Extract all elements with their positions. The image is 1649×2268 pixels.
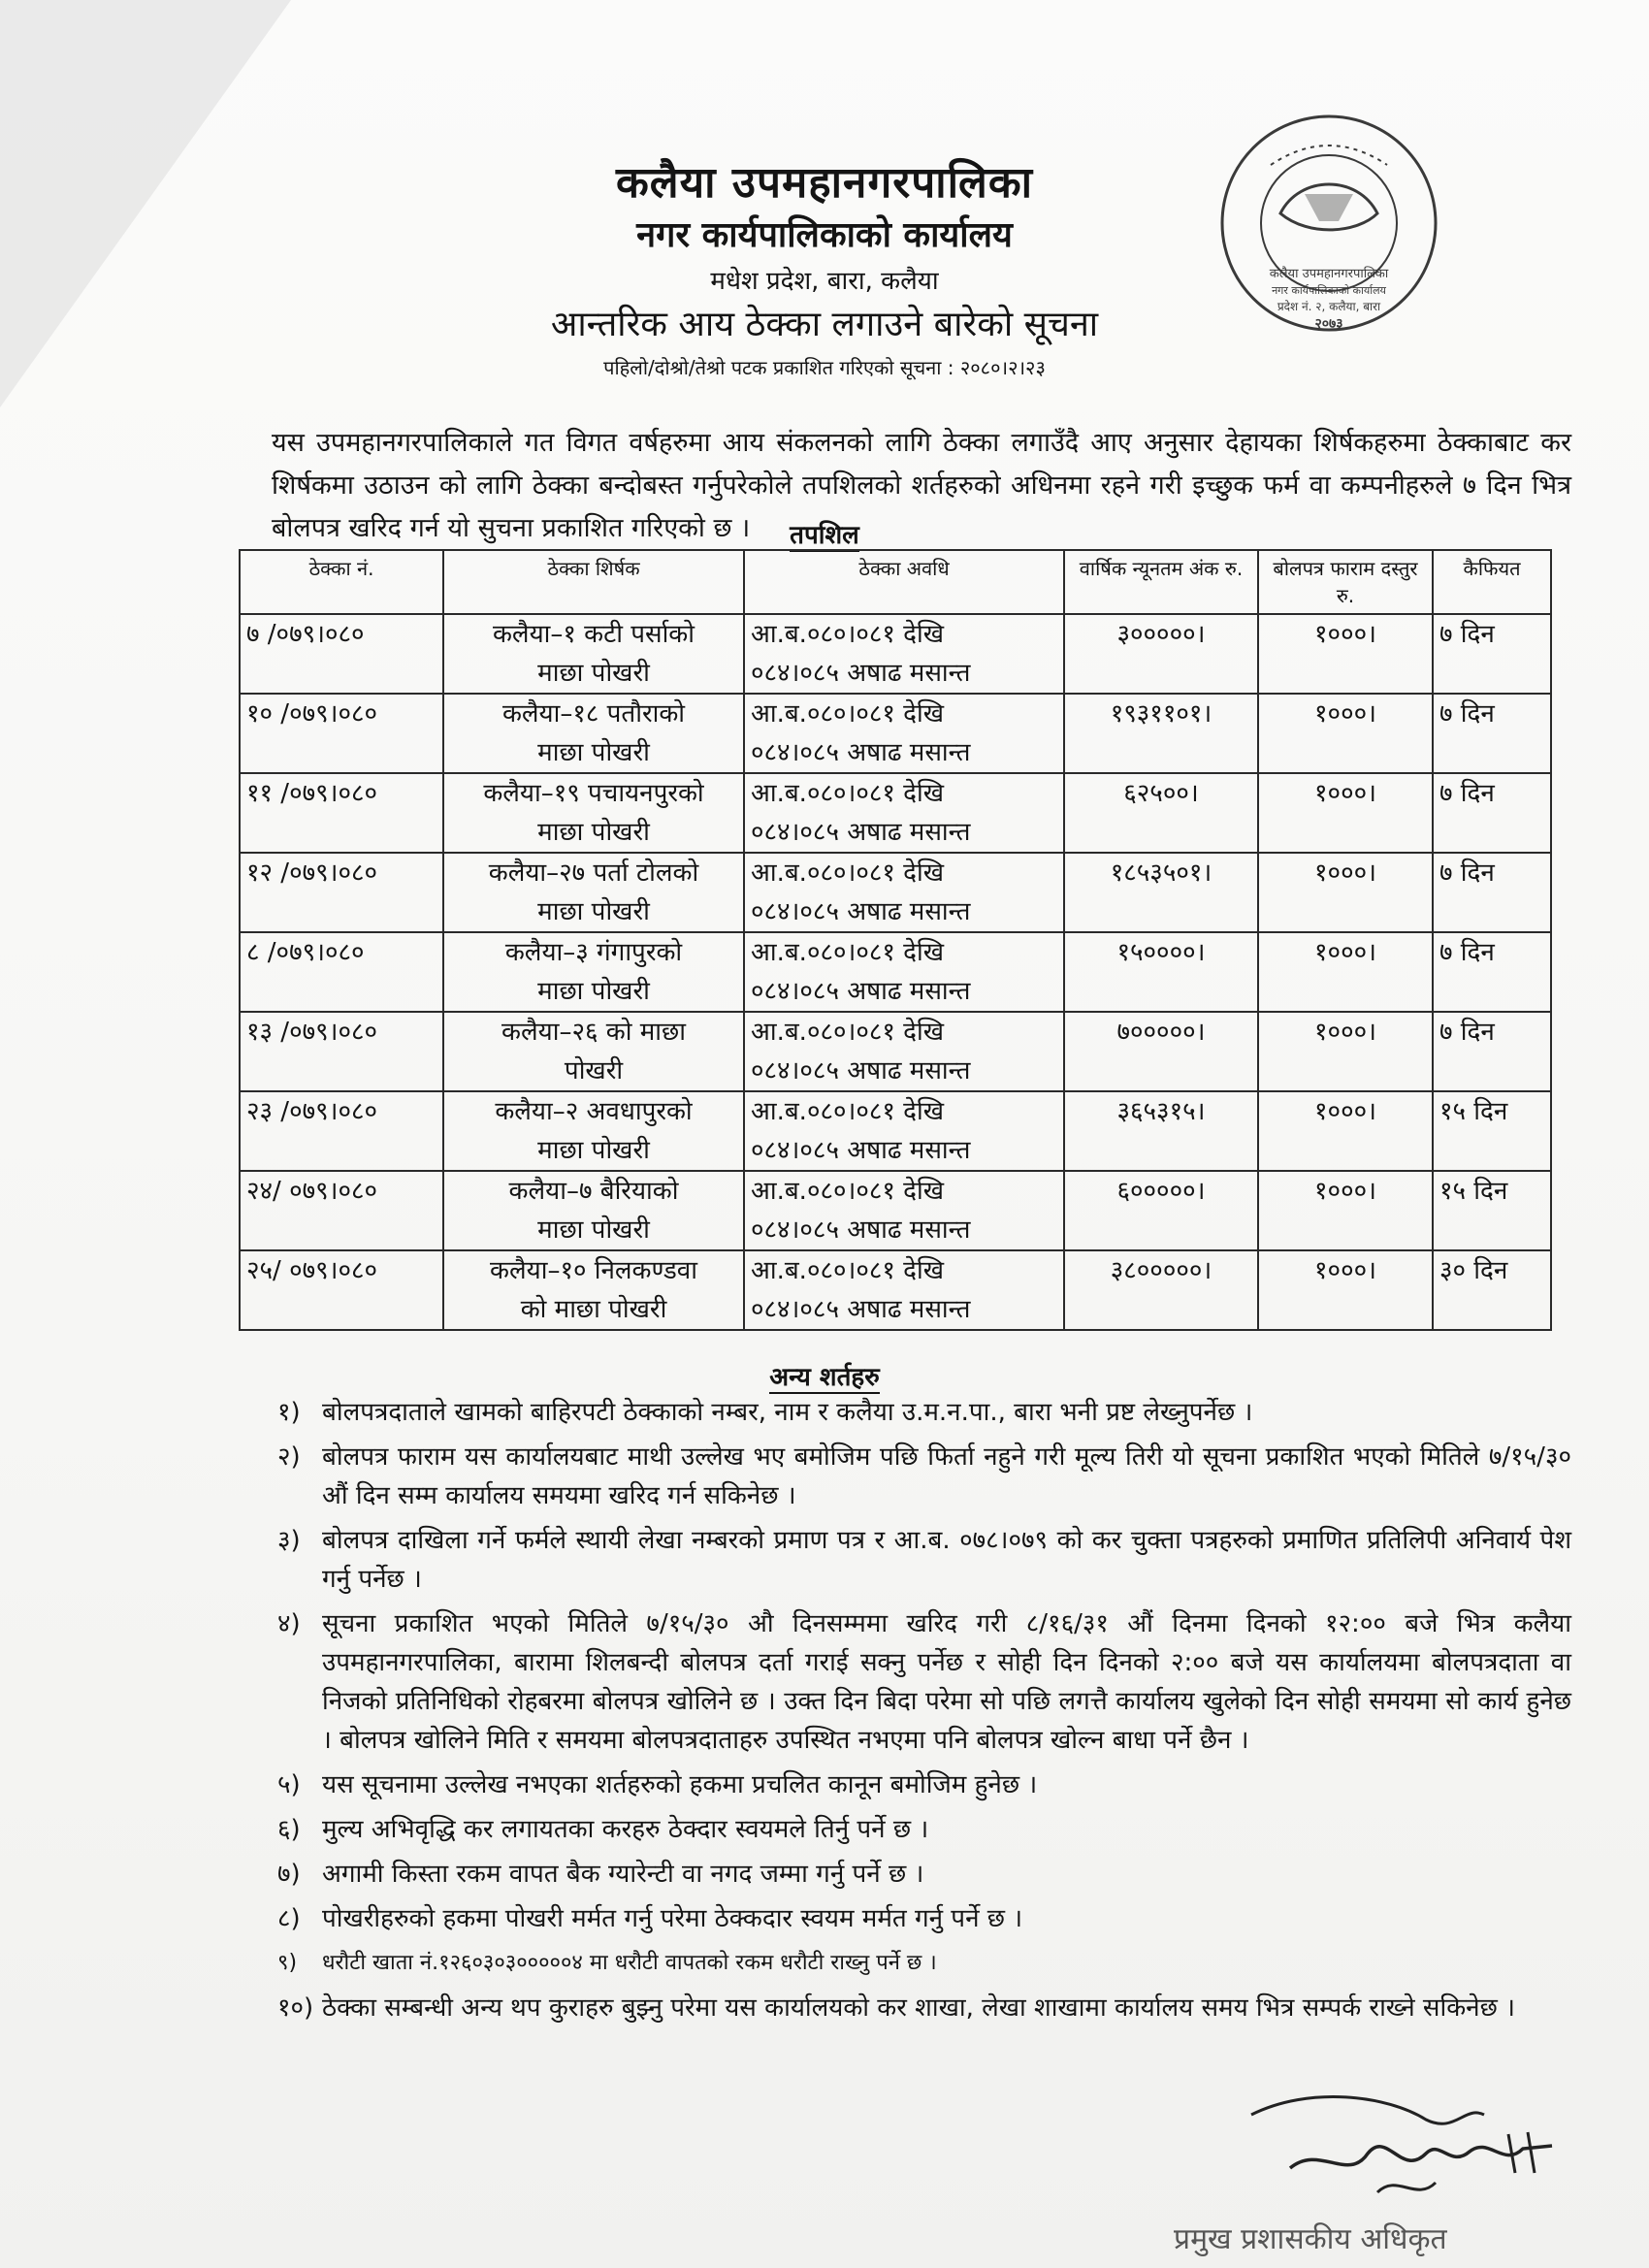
cell-form-fee: १०००। [1258, 853, 1433, 932]
cell-contract-no: १३ /०७९।०८० [240, 1012, 443, 1091]
cell-contract-no: ७ /०७९।०८० [240, 614, 443, 694]
table-row [240, 1091, 1551, 1171]
terms-list [277, 1393, 1571, 2033]
period-line-1: आ.ब.०८०।०८१ देखि [751, 1018, 944, 1047]
cell-min-amount: ३८०००००। [1064, 1250, 1258, 1330]
signatory-title: प्रमुख प्रशासकीय अधिकृत [1174, 2222, 1447, 2256]
term-text: ठेक्का सम्बन्धी अन्य थप कुराहरु बुझ्नु परेमा यस कार्यालयको कर शाखा, लेखा शाखामा कार्यालय समय भित्र सम्पर्क राख्ने सकिनेछ । [322, 1993, 1515, 2023]
cell-contract-no: २४/ ०७९।०८० [240, 1171, 443, 1250]
table-header-row [240, 550, 1551, 614]
cell-form-fee: १०००। [1258, 932, 1433, 1012]
cell-contract-no: १२ /०७९।०८० [240, 853, 443, 932]
cell-form-fee: १०००। [1258, 1091, 1433, 1171]
term-number: २) [277, 1442, 301, 1472]
cell-remarks: ३० दिन [1433, 1250, 1551, 1330]
term-text: मुल्य अभिवृद्धि कर लगायतका करहरु ठेक्दार स्वयमले तिर्नु पर्ने छ । [322, 1815, 929, 1844]
term-text: बोलपत्रदाताले खामको बाहिरपटी ठेक्काको नम्बर, नाम र कलैया उ.म.न.पा., बारा भनी प्रष्ट लेख्नुपर्नेछ । [322, 1398, 1253, 1427]
period-line-2: ०८४।०८५ अषाढ मसान्त [751, 1215, 971, 1245]
term-text: धरौटी खाता नं.१२६०३०३०००००४ मा धरौटी वापतको रकम धरौटी राख्नु पर्ने छ । [322, 1951, 937, 1975]
notice-header [0, 155, 1649, 382]
title-line-1: कलैया–२७ पर्ता टोलको [488, 859, 699, 888]
table-row [240, 614, 1551, 694]
terms-title [0, 1358, 1649, 1393]
title-line-1: कलैया–१८ पतौराको [501, 699, 686, 729]
cell-min-amount: ३६५३१५। [1064, 1091, 1258, 1171]
office-name: नगर कार्यपालिकाको कार्यालय [636, 215, 1013, 255]
title-line-1: कलैया–१९ पचायनपुरको [483, 779, 704, 808]
term-number: ५) [277, 1770, 301, 1799]
cell-contract-no: १० /०७९।०८० [240, 694, 443, 773]
period-line-1: आ.ब.०८०।०८१ देखि [751, 938, 944, 967]
term-item [277, 1855, 1571, 1894]
header-contract-period: ठेक्का अवधि [744, 550, 1064, 614]
seal-text-mid: नगर कार्यपालिकाको कार्यालय [1272, 284, 1386, 297]
cell-contract-period [744, 773, 1064, 853]
cell-contract-title [443, 1012, 744, 1091]
cell-min-amount: १९३११०१। [1064, 694, 1258, 773]
term-number: ९) [277, 1951, 298, 1975]
cell-contract-no: ११ /०७९।०८० [240, 773, 443, 853]
header-form-fee: बोलपत्र फाराम दस्तुर रु. [1258, 550, 1433, 614]
notice-title: आन्तरिक आय ठेक्का लगाउने बारेको सूचना [550, 305, 1099, 344]
table-row [240, 853, 1551, 932]
cell-contract-title [443, 1250, 744, 1330]
title-line-1: कलैया–७ बैरियाको [508, 1177, 679, 1206]
cell-remarks: ७ दिन [1433, 694, 1551, 773]
table-row [240, 1171, 1551, 1250]
cell-min-amount: ६०००००। [1064, 1171, 1258, 1250]
term-item [277, 1944, 1571, 1983]
term-number: ७) [277, 1860, 301, 1889]
term-number: ४) [277, 1609, 301, 1638]
period-line-2: ०८४।०८५ अषाढ मसान्त [751, 897, 971, 926]
header-min-amount: वार्षिक न्यूनतम अंक रु. [1064, 550, 1258, 614]
office-address: मधेश प्रदेश, बारा, कलैया [710, 267, 939, 296]
cell-min-amount: ६२५००। [1064, 773, 1258, 853]
period-line-1: आ.ब.०८०।०८१ देखि [751, 1177, 944, 1206]
seal-year: २०७३ [1314, 316, 1343, 332]
period-line-1: आ.ब.०८०।०८१ देखि [751, 779, 944, 808]
term-text: पोखरीहरुको हकमा पोखरी मर्मत गर्नु परेमा ठेक्कदार स्वयम मर्मत गर्नु पर्ने छ । [322, 1904, 1023, 1933]
cell-contract-no: २३ /०७९।०८० [240, 1091, 443, 1171]
contract-table [239, 549, 1552, 1331]
cell-contract-title [443, 932, 744, 1012]
term-number: ६) [277, 1815, 301, 1844]
period-line-2: ०८४।०८५ अषाढ मसान्त [751, 818, 971, 847]
title-line-1: कलैया–३ गंगापुरको [504, 938, 683, 967]
period-line-2: ०८४।०८५ अषाढ मसान्त [751, 659, 971, 688]
cell-contract-title [443, 1171, 744, 1250]
term-number: १) [277, 1398, 301, 1427]
cell-form-fee: १०००। [1258, 614, 1433, 694]
title-line-2: पोखरी [564, 1056, 624, 1085]
term-item [277, 1521, 1571, 1599]
term-item [277, 1604, 1571, 1760]
cell-min-amount: १८५३५०१। [1064, 853, 1258, 932]
cell-contract-period [744, 853, 1064, 932]
header-remarks: कैफियत [1433, 550, 1551, 614]
term-text: सूचना प्रकाशित भएको मितिले ७/१५/३० औ दिनसम्ममा खरिद गरी ८/१६/३१ औं दिनमा दिनको १२:०० बजे भित्र कलैया उपमहानगरपालिका, बारामा शिलबन्दी बोलपत्र दर्ता गराई सक्नु पर्नेछ र सोही दिन दिनको २:०० बजे यस कार्यालयमा बोलपत्रदाता वा निजको प्रतिनिधिको रोहबरमा बोलपत्र खोलिने छ । उक्त दिन बिदा परेमा सो पछि लगत्तै कार्यालय खुलेको दिन सोही समयमा सो कार्य हुनेछ । बोलपत्र खोलिने मिति र समयमा बोलपत्रदाताहरु उपस्थित नभएमा पनि बोलपत्र खोल्न बाधा पर्ने छैन । [322, 1609, 1571, 1755]
table-title-text: तपशिल [790, 521, 859, 550]
term-number: ८) [277, 1904, 301, 1933]
period-line-1: आ.ब.०८०।०८१ देखि [751, 1097, 944, 1126]
table-row [240, 773, 1551, 853]
cell-contract-no: ८ /०७९।०८० [240, 932, 443, 1012]
cell-remarks: १५ दिन [1433, 1171, 1551, 1250]
term-text: बोलपत्र फाराम यस कार्यालयबाट माथी उल्लेख भए बमोजिम पछि फिर्ता नहुने गरी मूल्य तिरी यो सूचना प्रकाशित भएको मितिले ७/१५/३० औं दिन सम्म कार्यालय समयमा खरिद गर्न सकिनेछ । [322, 1442, 1571, 1510]
cell-contract-title [443, 1091, 744, 1171]
term-text: यस सूचनामा उल्लेख नभएका शर्तहरुको हकमा प्रचलित कानून बमोजिम हुनेछ । [322, 1770, 1038, 1799]
cell-min-amount: ७०००००। [1064, 1012, 1258, 1091]
period-line-2: ०८४।०८५ अषाढ मसान्त [751, 738, 971, 767]
term-item [277, 1899, 1571, 1938]
cell-remarks: ७ दिन [1433, 614, 1551, 694]
term-number: १०) [277, 1993, 314, 2023]
cell-min-amount: १५००००। [1064, 932, 1258, 1012]
org-name: कलैया उपमहानगरपालिका [615, 158, 1034, 208]
cell-contract-period [744, 694, 1064, 773]
title-line-2: माछा पोखरी [537, 1136, 650, 1165]
period-line-1: आ.ब.०८०।०८१ देखि [751, 620, 944, 649]
period-line-2: ०८४।०८५ अषाढ मसान्त [751, 1056, 971, 1085]
title-line-2: माछा पोखरी [537, 659, 650, 688]
cell-contract-title [443, 694, 744, 773]
period-line-1: आ.ब.०८०।०८१ देखि [751, 1256, 944, 1285]
table-row [240, 694, 1551, 773]
period-line-2: ०८४।०८५ अषाढ मसान्त [751, 977, 971, 1006]
title-line-2: माछा पोखरी [537, 738, 650, 767]
handwritten-signature [1232, 2076, 1581, 2221]
cell-contract-no: २५/ ०७९।०८० [240, 1250, 443, 1330]
term-item [277, 1393, 1571, 1432]
cell-remarks: ७ दिन [1433, 1012, 1551, 1091]
cell-contract-period [744, 1250, 1064, 1330]
cell-contract-period [744, 932, 1064, 1012]
period-line-1: आ.ब.०८०।०८१ देखि [751, 699, 944, 729]
terms-title-text: अन्य शर्तहरु [769, 1363, 880, 1392]
table-row [240, 1250, 1551, 1330]
cell-form-fee: १०००। [1258, 1171, 1433, 1250]
table-row [240, 1012, 1551, 1091]
cell-form-fee: १०००। [1258, 1012, 1433, 1091]
cell-contract-period [744, 1171, 1064, 1250]
intro-paragraph: यस उपमहानगरपालिकाले गत विगत वर्षहरुमा आय संकलनको लागि ठेक्का लगाउँदै आए अनुसार देहायका शिर्षकहरुमा ठेक्काबाट कर शिर्षकमा उठाउन को लागि ठेक्का बन्दोबस्त गर्नुपरेकोले तपशिलको शर्तहरुको अधिनमा रहने गरी इच्छुक फर्म वा कम्पनीहरुले ७ दिन भित्र बोलपत्र खरिद गर्न यो सुचना प्रकाशित गरिएको छ । [272, 428, 1571, 543]
term-item [277, 1766, 1571, 1804]
title-line-1: कलैया–१ कटी पर्साको [492, 620, 695, 649]
table-row [240, 932, 1551, 1012]
cell-contract-title [443, 614, 744, 694]
period-line-2: ०८४।०८५ अषाढ मसान्त [751, 1295, 971, 1324]
term-number: ३) [277, 1526, 301, 1555]
cell-contract-period [744, 1091, 1064, 1171]
cell-remarks: १५ दिन [1433, 1091, 1551, 1171]
cell-contract-title [443, 853, 744, 932]
term-item [277, 1810, 1571, 1849]
term-item [277, 1438, 1571, 1515]
title-line-1: कलैया–१० निलकण्डवा [490, 1256, 697, 1285]
cell-min-amount: ३०००००। [1064, 614, 1258, 694]
cell-contract-title [443, 773, 744, 853]
cell-contract-period [744, 1012, 1064, 1091]
period-line-1: आ.ब.०८०।०८१ देखि [751, 859, 944, 888]
title-line-1: कलैया–२ अवधापुरको [495, 1097, 693, 1126]
title-line-1: कलैया–२६ को माछा [501, 1018, 686, 1047]
term-item [277, 1989, 1571, 2027]
header-contract-no: ठेक्का नं. [240, 550, 443, 614]
cell-contract-period [744, 614, 1064, 694]
seal-text-top: कलैया उपमहानगरपालिका [1269, 267, 1389, 281]
title-line-2: माछा पोखरी [537, 897, 650, 926]
cell-remarks: ७ दिन [1433, 932, 1551, 1012]
title-line-2: को माछा पोखरी [520, 1295, 667, 1324]
term-text: बोलपत्र दाखिला गर्ने फर्मले स्थायी लेखा नम्बरको प्रमाण पत्र र आ.ब. ०७८।०७९ को कर चुक्ता पत्रहरुको प्रमाणित प्रतिलिपी अनिवार्य पेश गर्नु पर्नेछ । [322, 1526, 1571, 1594]
cell-form-fee: १०००। [1258, 694, 1433, 773]
term-text: अगामी किस्ता रकम वापत बैक ग्यारेन्टी वा नगद जम्मा गर्नु पर्ने छ । [322, 1860, 924, 1889]
publication-line: पहिलो/दोश्रो/तेश्रो पटक प्रकाशित गरिएको सूचना : २०८०।२।२३ [603, 356, 1046, 379]
cell-form-fee: १०००। [1258, 1250, 1433, 1330]
cell-remarks: ७ दिन [1433, 853, 1551, 932]
period-line-2: ०८४।०८५ अषाढ मसान्त [751, 1136, 971, 1165]
table-title [0, 516, 1649, 551]
seal-text-bottom: प्रदेश नं. २, कलैया, बारा [1277, 300, 1381, 313]
title-line-2: माछा पोखरी [537, 1215, 650, 1245]
header-contract-title: ठेक्का शिर्षक [443, 550, 744, 614]
title-line-2: माछा पोखरी [537, 977, 650, 1006]
cell-form-fee: १०००। [1258, 773, 1433, 853]
cell-remarks: ७ दिन [1433, 773, 1551, 853]
title-line-2: माछा पोखरी [537, 818, 650, 847]
